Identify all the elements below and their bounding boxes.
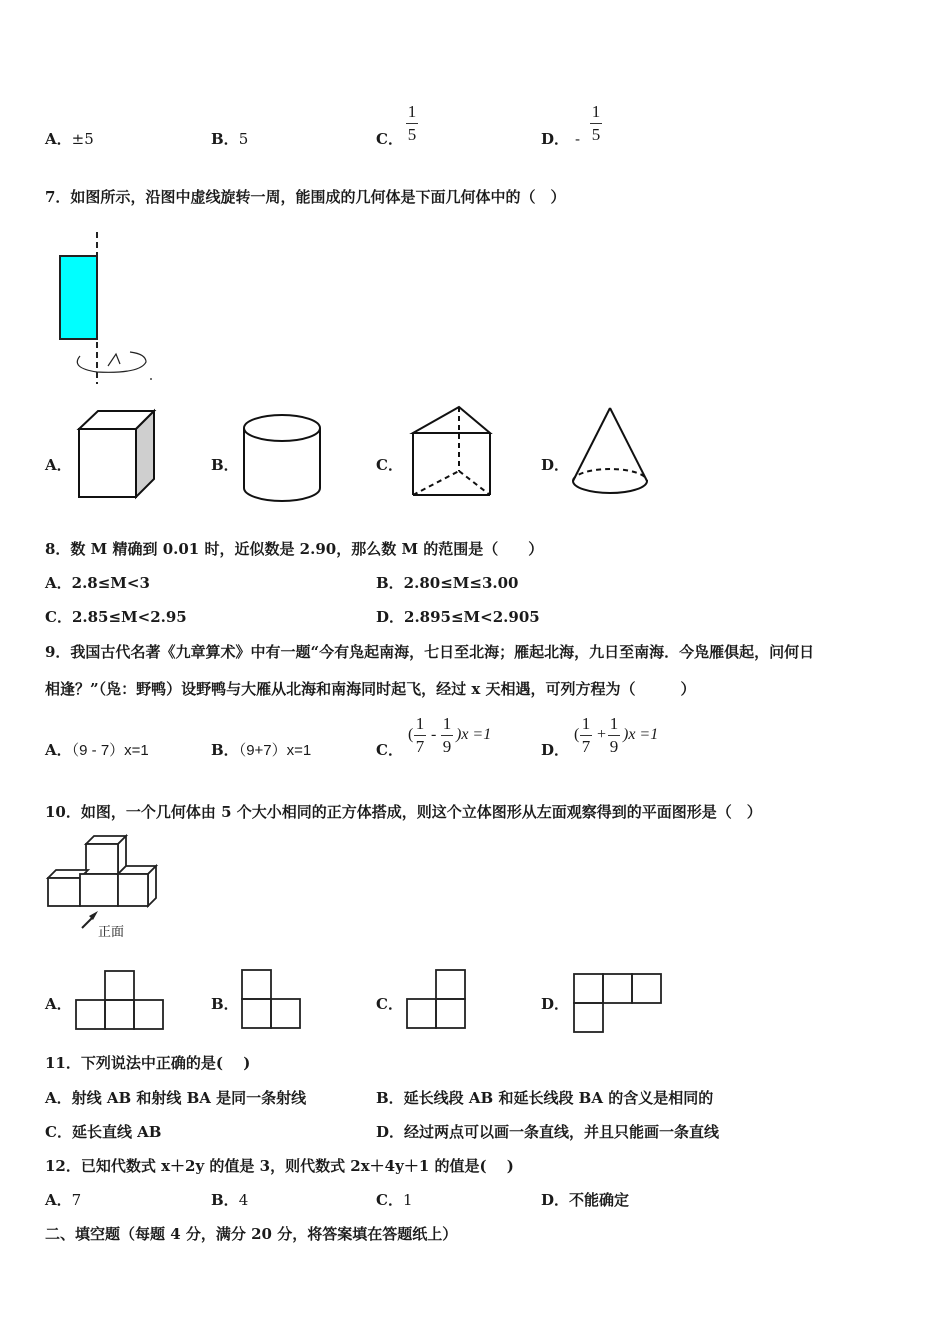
q7-option-a: A． (45, 456, 72, 474)
q8-option-c: C．2.85≤M<2.95 (45, 608, 187, 626)
q8-option-d: D．2.895≤M<2.905 (376, 608, 540, 626)
q7-cylinder (242, 413, 324, 505)
q7-rotation-arrow (77, 352, 146, 372)
q7-cube (78, 410, 158, 500)
q10-option-c: C． (376, 995, 403, 1013)
q9-option-a: A．（9 - 7）x=1 (45, 741, 149, 759)
q9-stem-line2: 相逢？”（凫：野鸭）设野鸭与大雁从北海和南海同时起飞，经过 x 天相遇，可列方程为（ ） (45, 680, 696, 698)
q10-option-b-figure (240, 968, 302, 1032)
q9-option-d-plus: + (597, 726, 607, 743)
q9-option-d-open: ( (574, 726, 580, 743)
q10-option-d-figure (572, 972, 664, 1036)
q7-stem: 7．如图所示，沿图中虚线旋转一周，能围成的几何体是下面几何体中的（ ） (45, 188, 566, 206)
q10-option-c-figure (405, 968, 469, 1032)
q9-option-c-frac2: 1 9 (442, 714, 452, 756)
q9-option-c-open: ( (408, 726, 414, 743)
q7-option-b: B． (211, 456, 239, 474)
q6-option-c-fraction: 1 5 (407, 102, 417, 144)
q8-option-a: A．2.8≤M<3 (45, 574, 150, 592)
q7-triangular-prism (410, 405, 496, 500)
q7-cone (570, 406, 654, 498)
q10-option-a-figure (74, 969, 166, 1033)
q7-rotation-figure (50, 228, 160, 388)
q9-stem-line1: 9．我国古代名著《九章算术》中有一题“今有凫起南海，七日至北海；雁起北海，九日至南海．今凫雁俱起，问何日 (45, 643, 815, 661)
q9-option-c-frac1: 1 7 (415, 714, 425, 756)
q9-option-b: B．（9+7）x=1 (211, 741, 312, 759)
q9-option-d-tail: )x =1 (623, 726, 659, 743)
q11-option-b: B．延长线段 AB 和延长线段 BA 的含义是相同的 (376, 1089, 714, 1107)
q10-option-a: A． (45, 995, 72, 1013)
q6-option-a: A．±5 (45, 130, 94, 148)
q9-option-d-label: D． (541, 741, 570, 759)
q9-option-d-frac2: 1 9 (609, 714, 619, 756)
q9-option-c-minus: - (431, 726, 437, 743)
q12-stem: 12．已知代数式 x＋2y 的值是 3，则代数式 2x＋4y＋1 的值是( ) (45, 1157, 514, 1175)
q12-option-d: D．不能确定 (541, 1191, 630, 1209)
q10-front-label: 正面 (98, 925, 125, 940)
q9-option-c-label: C． (376, 741, 403, 759)
q7-option-c: C． (376, 456, 403, 474)
q12-option-b: B．4 (211, 1191, 249, 1209)
q11-option-c: C．延长直线 AB (45, 1123, 162, 1141)
q8-option-b: B．2.80≤M≤3.00 (376, 574, 519, 592)
q11-option-a: A．射线 AB 和射线 BA 是同一条射线 (45, 1089, 307, 1107)
q6-option-c-label: C． (376, 130, 403, 148)
q9-option-c-tail: )x =1 (456, 726, 492, 743)
q7-option-d: D． (541, 456, 570, 474)
q6-option-d-fraction: 1 5 (591, 102, 601, 144)
q11-option-d: D．经过两点可以画一条直线，并且只能画一条直线 (376, 1123, 720, 1141)
q12-option-c: C．1 (376, 1191, 413, 1209)
q10-stem: 10．如图，一个几何体由 5 个大小相同的正方体搭成，则这个立体图形从左面观察得到的平面图形是（ ） (45, 803, 762, 821)
q10-option-b: B． (211, 995, 239, 1013)
q6-option-b: B．5 (211, 130, 249, 148)
q10-option-d: D． (541, 995, 570, 1013)
q8-stem: 8．数 M 精确到 0.01 时，近似数是 2.90，那么数 M 的范围是（ ） (45, 540, 544, 558)
q12-option-a: A．7 (45, 1191, 82, 1209)
q9-option-d-frac1: 1 7 (581, 714, 591, 756)
section2-title: 二、填空题（每题 4 分，满分 20 分，将答案填在答题纸上） (45, 1225, 458, 1243)
q11-stem: 11．下列说法中正确的是( ) (45, 1054, 251, 1072)
q7-rectangle (60, 256, 97, 339)
q6-option-d-label: D． - (541, 130, 581, 148)
